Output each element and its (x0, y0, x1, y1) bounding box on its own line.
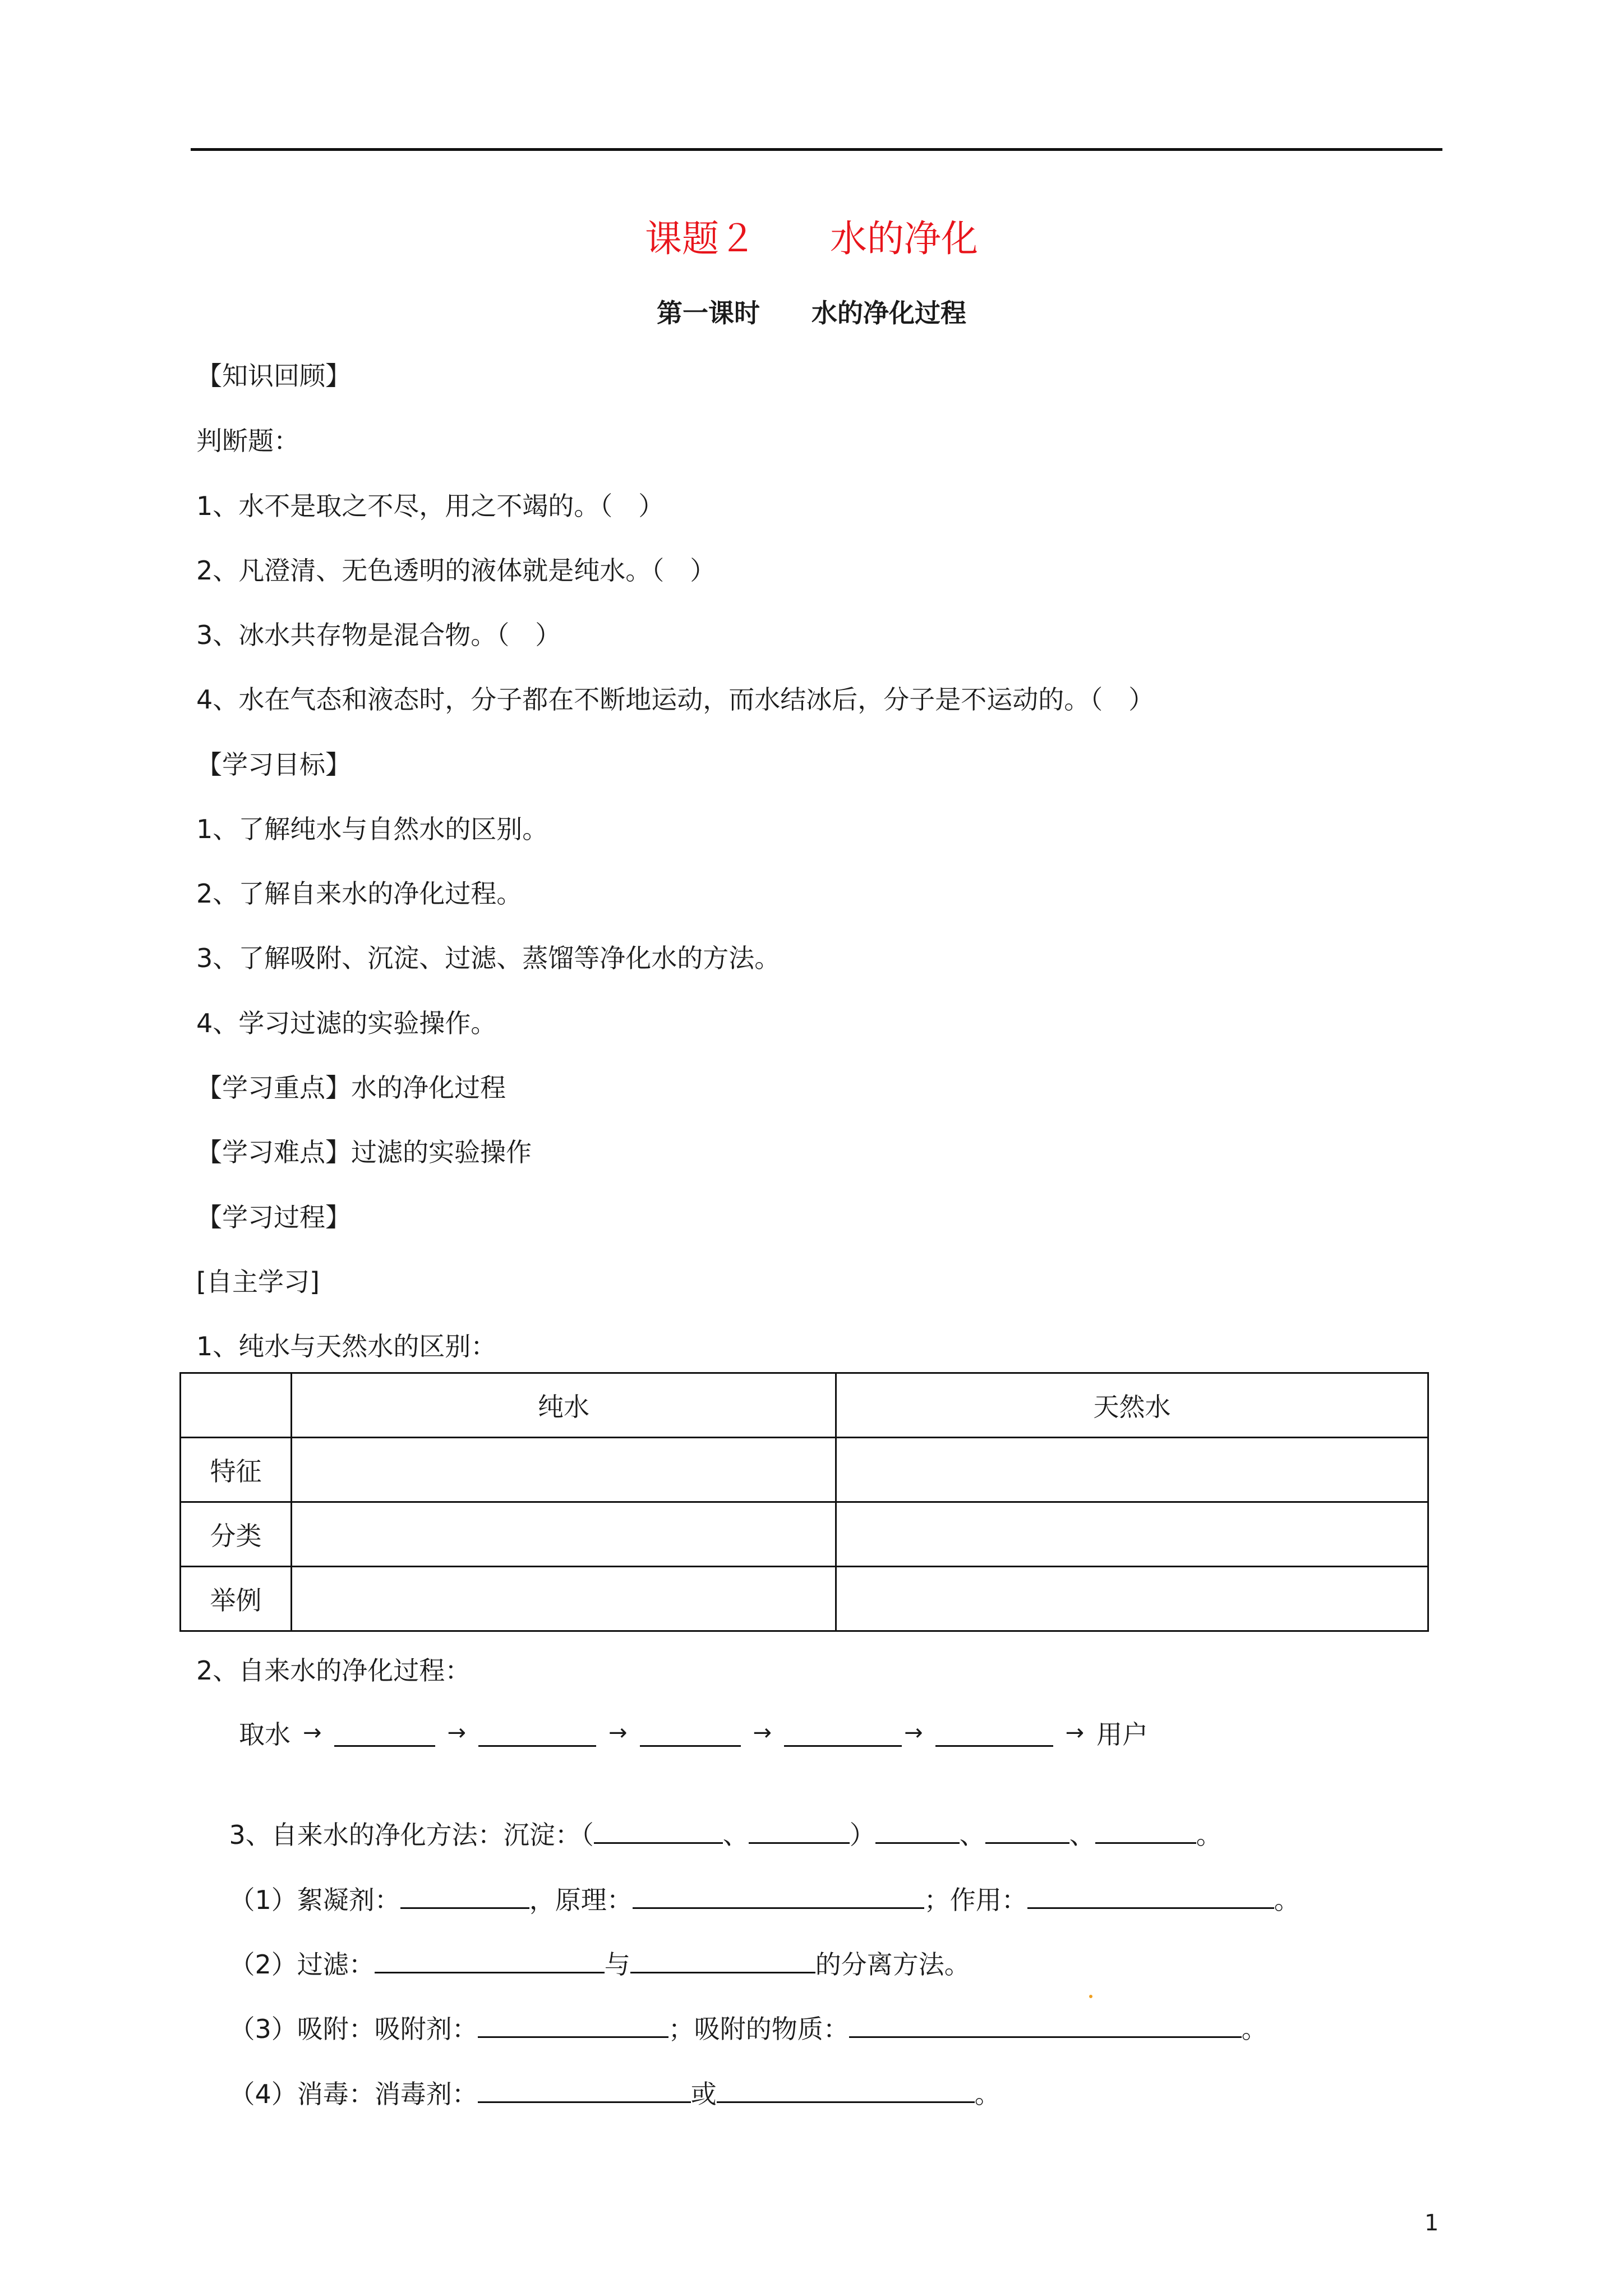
q3-2-end: 的分离方法。 (815, 1949, 970, 1980)
table-row (181, 1567, 1428, 1631)
blank-field[interactable] (478, 2010, 668, 2038)
blank-field[interactable] (594, 1816, 723, 1844)
q3-1-mid: ，原理： (529, 1885, 633, 1915)
goal-item: 1、了解纯水与自然水的区别。 (196, 814, 548, 844)
arrow-right-icon: → (447, 1720, 467, 1746)
blank-field[interactable] (875, 1816, 960, 1844)
blank-field[interactable] (640, 1719, 741, 1747)
blank-field[interactable] (784, 1719, 902, 1747)
blank-field[interactable] (630, 1946, 815, 1973)
section-heading-review: 【知识回顾】 (196, 361, 351, 391)
goal-item: 3、了解吸附、沉淀、过滤、蒸馏等净化水的方法。 (196, 943, 781, 973)
difficulty: 【学习难点】过滤的实验操作 (196, 1137, 532, 1167)
row-label: 举例 (181, 1567, 292, 1631)
arrow-right-icon: → (303, 1720, 322, 1746)
period: 。 (1274, 1885, 1300, 1915)
goal-item: 4、学习过滤的实验操作。 (196, 1008, 497, 1038)
blank-field[interactable] (849, 2010, 1242, 2038)
q3-1-mid: ；作用： (924, 1885, 1027, 1915)
row-label: 分类 (181, 1502, 292, 1567)
q3-4-mid: 或 (690, 2079, 717, 2109)
table-header-cell (181, 1373, 292, 1438)
table-row (181, 1502, 1428, 1567)
arrow-right-icon: → (1065, 1720, 1085, 1746)
blank-field[interactable] (478, 1719, 596, 1747)
key-point: 【学习重点】水的净化过程 (196, 1073, 506, 1103)
arrow-right-icon: → (753, 1720, 772, 1746)
q3-2-label: （2）过滤： (229, 1949, 375, 1980)
period: 。 (1196, 1820, 1222, 1850)
blank-field[interactable] (1095, 1816, 1196, 1844)
q3-3-label: （3）吸附：吸附剂： (229, 2014, 478, 2044)
flow-end: 用户 (1096, 1719, 1149, 1750)
separator: 、 (959, 1820, 985, 1850)
answer-cell[interactable] (836, 1502, 1428, 1567)
blank-field[interactable] (1027, 1881, 1274, 1909)
table-header-cell: 纯水 (292, 1373, 836, 1438)
comparison-table (179, 1372, 1429, 1632)
question-1: 1、纯水与天然水的区别： (196, 1331, 497, 1361)
separator: 、 (1069, 1820, 1095, 1850)
blank-field[interactable] (633, 1881, 924, 1909)
q3-2-mid: 与 (604, 1949, 630, 1980)
answer-cell[interactable] (836, 1438, 1428, 1502)
review-item: 4、水在气态和液态时，分子都在不断地运动，而水结冰后，分子是不运动的。（ ） (196, 684, 1155, 715)
period: 。 (1241, 2014, 1267, 2044)
blank-field[interactable] (375, 1946, 605, 1973)
row-label: 特征 (181, 1438, 292, 1502)
blank-field[interactable] (334, 1719, 435, 1747)
blank-field[interactable] (985, 1816, 1069, 1844)
page-number: 1 (1424, 2210, 1439, 2236)
question-type: 判断题： (196, 426, 299, 456)
stray-mark (1089, 1995, 1092, 1998)
separator: 、 (722, 1820, 749, 1850)
header-rule (191, 148, 1442, 151)
q3-1-label: （1）絮凝剂： (229, 1885, 400, 1915)
section-heading-process: 【学习过程】 (196, 1202, 351, 1232)
self-study-label: [自主学习] (196, 1267, 320, 1297)
question-2: 2、自来水的净化过程： (196, 1655, 471, 1686)
page-subtitle: 第一课时 水的净化过程 (657, 298, 966, 328)
review-item: 2、凡澄清、无色透明的液体就是纯水。（ ） (196, 555, 716, 586)
blank-field[interactable] (400, 1881, 529, 1909)
table-header-row (181, 1373, 1428, 1438)
close-paren: ） (849, 1820, 875, 1850)
q3-3-mid: ；吸附的物质： (668, 2014, 849, 2044)
blank-field[interactable] (717, 2076, 975, 2103)
section-heading-goals: 【学习目标】 (196, 749, 351, 780)
page-title: 课题２ 水的净化 (645, 217, 978, 260)
blank-field[interactable] (935, 1719, 1053, 1747)
q3-prefix: 3、自来水的净化方法：沉淀：（ (229, 1820, 594, 1850)
period: 。 (974, 2079, 1000, 2109)
purification-flow (239, 1714, 1148, 1751)
answer-cell[interactable] (292, 1502, 836, 1567)
table-header-cell: 天然水 (836, 1373, 1428, 1438)
blank-field[interactable] (749, 1816, 850, 1844)
q3-4-label: （4）消毒：消毒剂： (229, 2079, 478, 2109)
review-item: 1、水不是取之不尽，用之不竭的。（ ） (196, 491, 665, 521)
answer-cell[interactable] (836, 1567, 1428, 1631)
arrow-right-icon: → (904, 1720, 923, 1746)
flow-start: 取水 (239, 1719, 291, 1750)
blank-field[interactable] (478, 2076, 691, 2103)
table-row (181, 1438, 1428, 1502)
answer-cell[interactable] (292, 1567, 836, 1631)
question-3-4 (196, 2042, 1000, 2145)
answer-cell[interactable] (292, 1438, 836, 1502)
arrow-right-icon: → (608, 1720, 628, 1746)
goal-item: 2、了解自来水的净化过程。 (196, 878, 523, 909)
review-item: 3、冰水共存物是混合物。（ ） (196, 620, 561, 650)
